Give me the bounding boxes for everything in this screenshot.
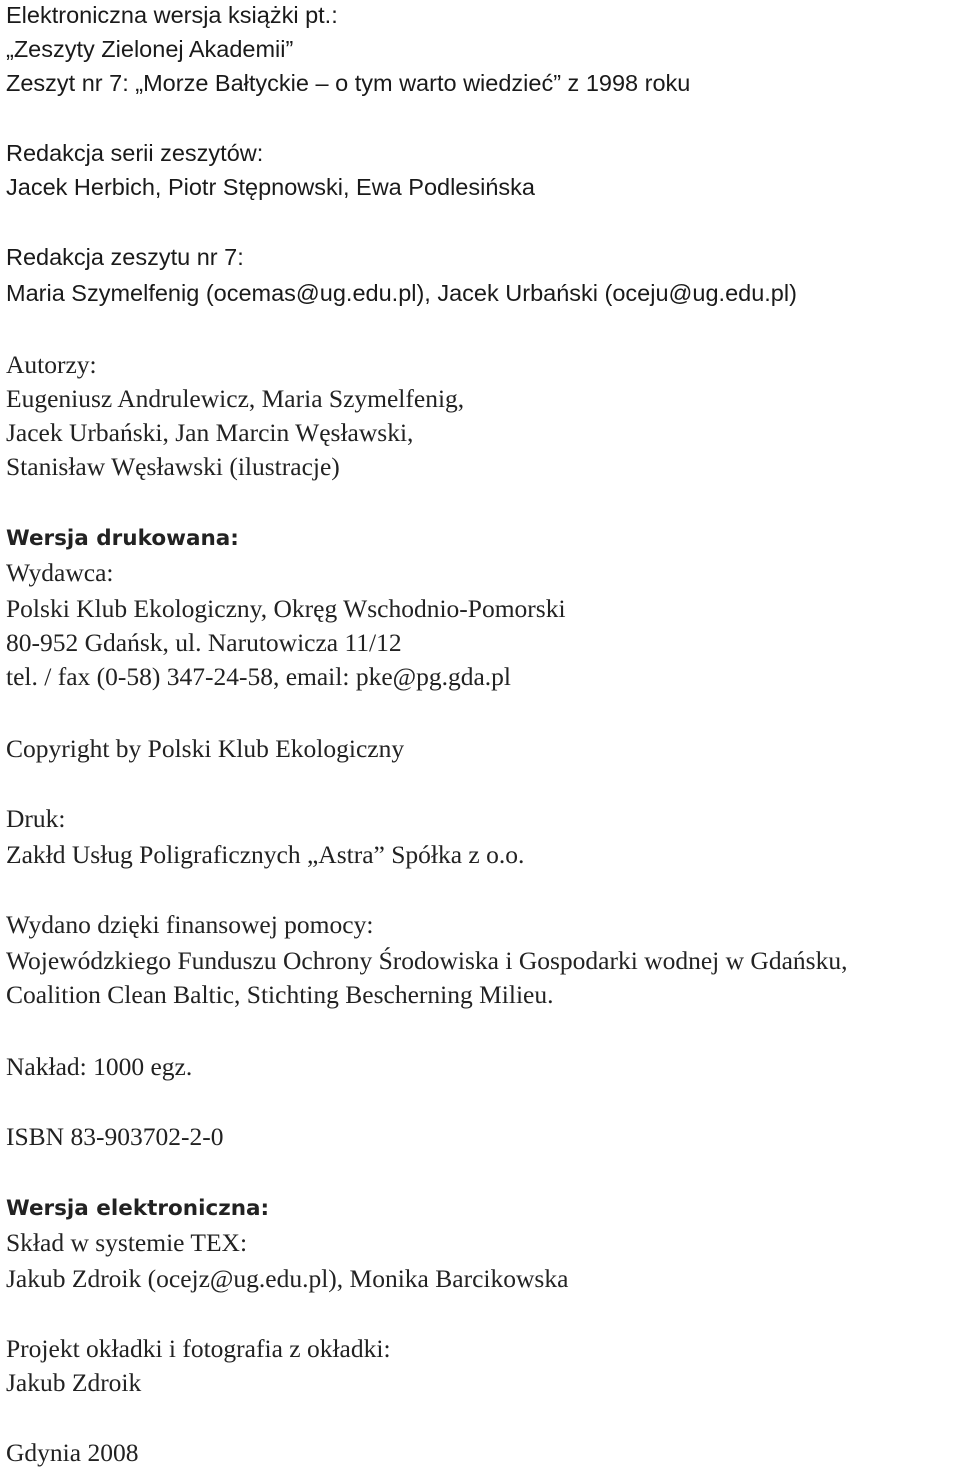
copyright-line: Copyright by Polski Klub Ekologiczny xyxy=(6,734,405,763)
header-series-title: „Zeszyty Zielonej Akademii” xyxy=(6,36,294,62)
place-date-line: Gdynia 2008 xyxy=(6,1438,139,1467)
issue-editors-label: Redakcja zeszytu nr 7: xyxy=(6,244,244,270)
cover-author: Jakub Zdroik xyxy=(6,1368,142,1397)
electronic-edition-heading: Wersja elektroniczna: xyxy=(6,1196,270,1221)
series-editors-names: Jacek Herbich, Piotr Stępnowski, Ewa Podlesińska xyxy=(6,174,535,200)
header-issue-title: Zeszyt nr 7: „Morze Bałtyckie – o tym warto wiedzieć” z 1998 roku xyxy=(6,70,691,96)
publisher-name: Polski Klub Ekologiczny, Okręg Wschodnio-Pomorski xyxy=(6,594,566,623)
print-edition-heading: Wersja drukowana: xyxy=(6,526,239,551)
publisher-contact: tel. / fax (0-58) 347-24-58, email: pke@pg.gda.pl xyxy=(6,662,512,691)
printer-name: Zakłd Usług Poligraficznych „Astra” Spółka z o.o. xyxy=(6,840,525,869)
issue-editors-names: Maria Szymelfenig (ocemas@ug.edu.pl), Jacek Urbański (oceju@ug.edu.pl) xyxy=(6,280,797,306)
cover-label: Projekt okładki i fotografia z okładki: xyxy=(6,1334,391,1363)
authors-line-3: Stanisław Węsławski (ilustracje) xyxy=(6,452,340,481)
authors-label: Autorzy: xyxy=(6,350,97,379)
publisher-label: Wydawca: xyxy=(6,558,114,587)
funding-line-2: Coalition Clean Baltic, Stichting Bescherning Milieu. xyxy=(6,980,554,1009)
funding-label: Wydano dzięki finansowej pomocy: xyxy=(6,910,374,939)
typeset-label: Skład w systemie TEX: xyxy=(6,1228,248,1257)
circulation-line: Nakład: 1000 egz. xyxy=(6,1052,193,1081)
print-label: Druk: xyxy=(6,804,66,833)
isbn-line: ISBN 83-903702-2-0 xyxy=(6,1122,224,1151)
funding-line-1: Wojewódzkiego Funduszu Ochrony Środowiska i Gospodarki wodnej w Gdańsku, xyxy=(6,946,848,975)
typesetters-line: Jakub Zdroik (ocejz@ug.edu.pl), Monika Barcikowska xyxy=(6,1264,569,1293)
series-editors-label: Redakcja serii zeszytów: xyxy=(6,140,264,166)
authors-line-1: Eugeniusz Andrulewicz, Maria Szymelfenig, xyxy=(6,384,465,413)
authors-line-2: Jacek Urbański, Jan Marcin Węsławski, xyxy=(6,418,414,447)
header-line-1: Elektroniczna wersja książki pt.: xyxy=(6,2,338,28)
publisher-address: 80-952 Gdańsk, ul. Narutowicza 11/12 xyxy=(6,628,402,657)
